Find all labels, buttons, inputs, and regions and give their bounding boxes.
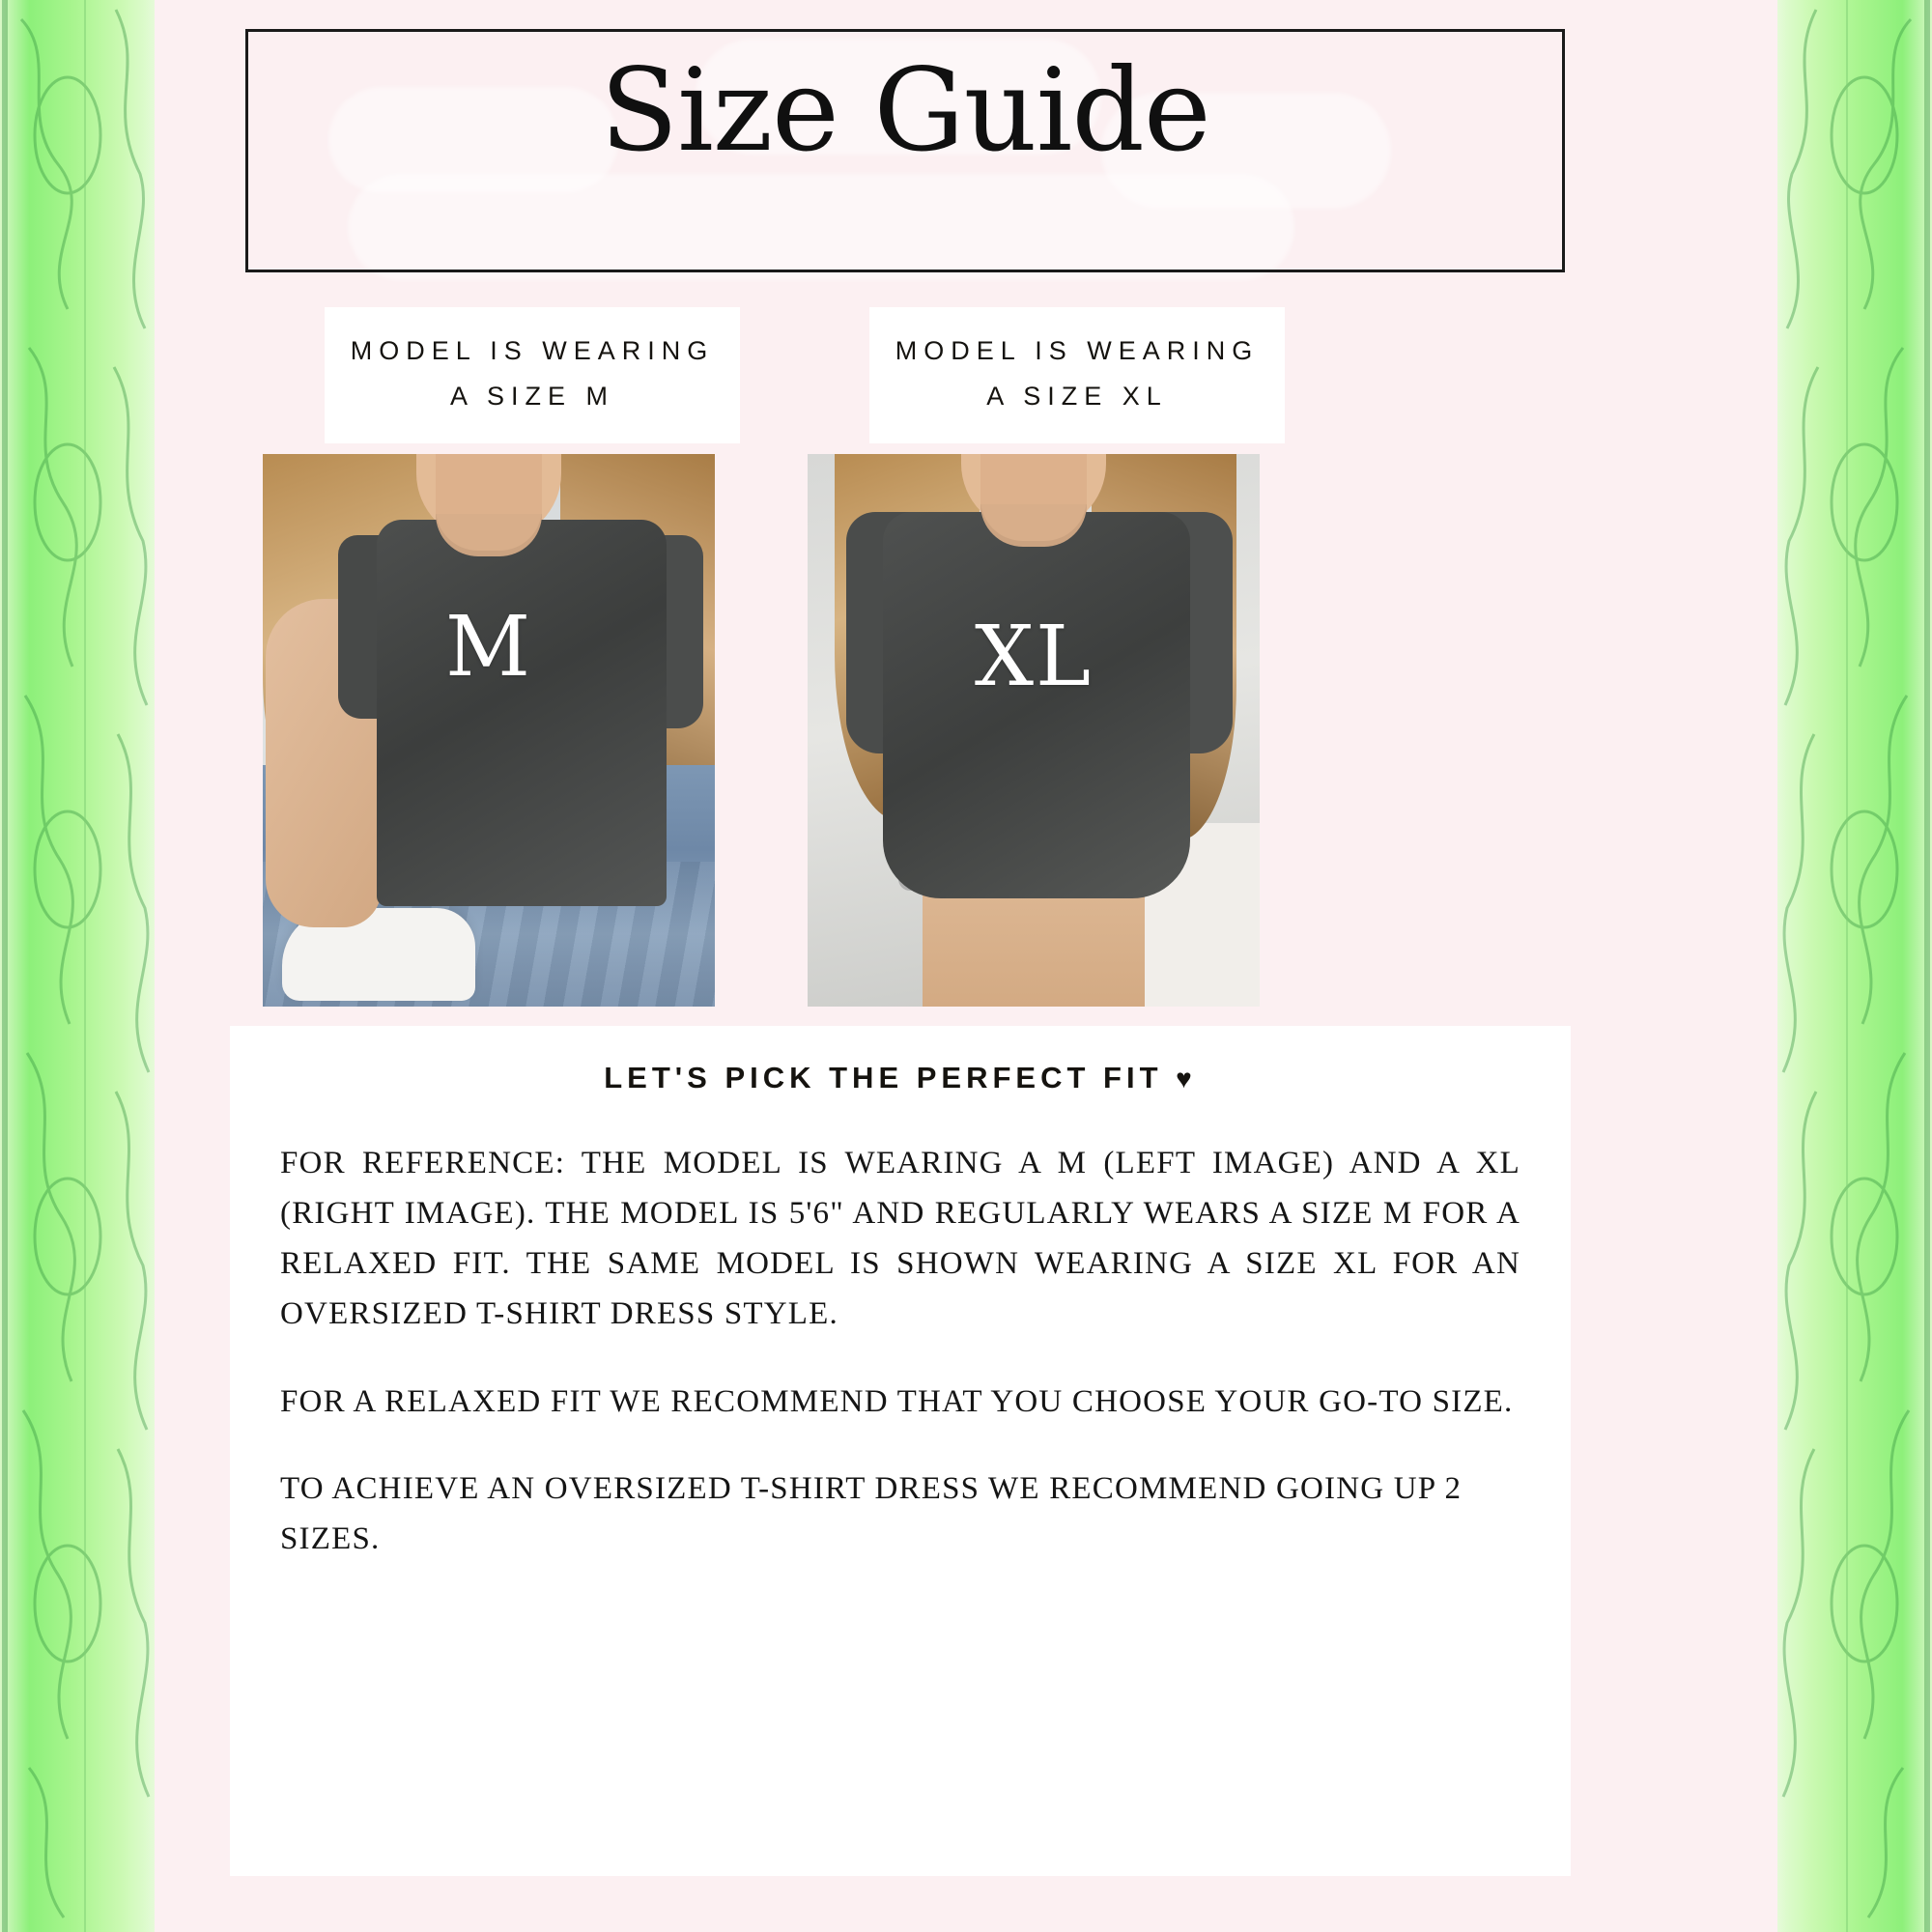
photo-right-illustration <box>808 454 1260 1007</box>
photo-model-size-xl <box>808 454 1260 1007</box>
title-frame <box>245 29 1565 272</box>
decorative-right-border <box>1768 0 1932 1932</box>
photo-model-size-m <box>263 454 715 1007</box>
caption-size-m: MODEL IS WEARING A SIZE M <box>325 307 740 443</box>
caption-size-xl: MODEL IS WEARING A SIZE XL <box>869 307 1285 443</box>
fit-info-card <box>230 1026 1571 1876</box>
size-guide-page <box>155 0 1777 1932</box>
shirt-size-label-m: M <box>444 599 533 696</box>
fit-info-paragraph-1: FOR REFERENCE: THE MODEL IS WEARING A M (LEFT IMAGE) AND A XL (RIGHT IMAGE). THE MODEL IS 5'6" AND REGULARLY WEARS A SIZE M FOR A RELAXED FIT. THE SAME MODEL IS SHOWN WEARING A SIZE XL FOR AN OVERSIZED T-SHIRT DRESS STYLE. <box>280 1146 1520 1332</box>
heart-icon: ♥ <box>1176 1064 1197 1094</box>
right-border-pattern-icon <box>1768 0 1932 1932</box>
left-border-pattern-icon <box>0 0 164 1932</box>
fit-info-heading <box>230 1026 1571 1095</box>
photo-left-illustration <box>263 454 715 1007</box>
fit-info-paragraph-2: FOR A RELAXED FIT WE RECOMMEND THAT YOU CHOOSE YOUR GO-TO SIZE. <box>280 1383 1514 1419</box>
page-title: Size Guide <box>600 43 1210 177</box>
fit-info-heading-text: LET'S PICK THE PERFECT FIT <box>604 1061 1163 1094</box>
shirt-size-label-xl: XL <box>974 609 1094 705</box>
fit-info-paragraph-3: TO ACHIEVE AN OVERSIZED T-SHIRT DRESS WE RECOMMEND GOING UP 2 SIZES. <box>280 1470 1463 1556</box>
decorative-left-border <box>0 0 164 1932</box>
fit-info-body <box>230 1095 1571 1564</box>
